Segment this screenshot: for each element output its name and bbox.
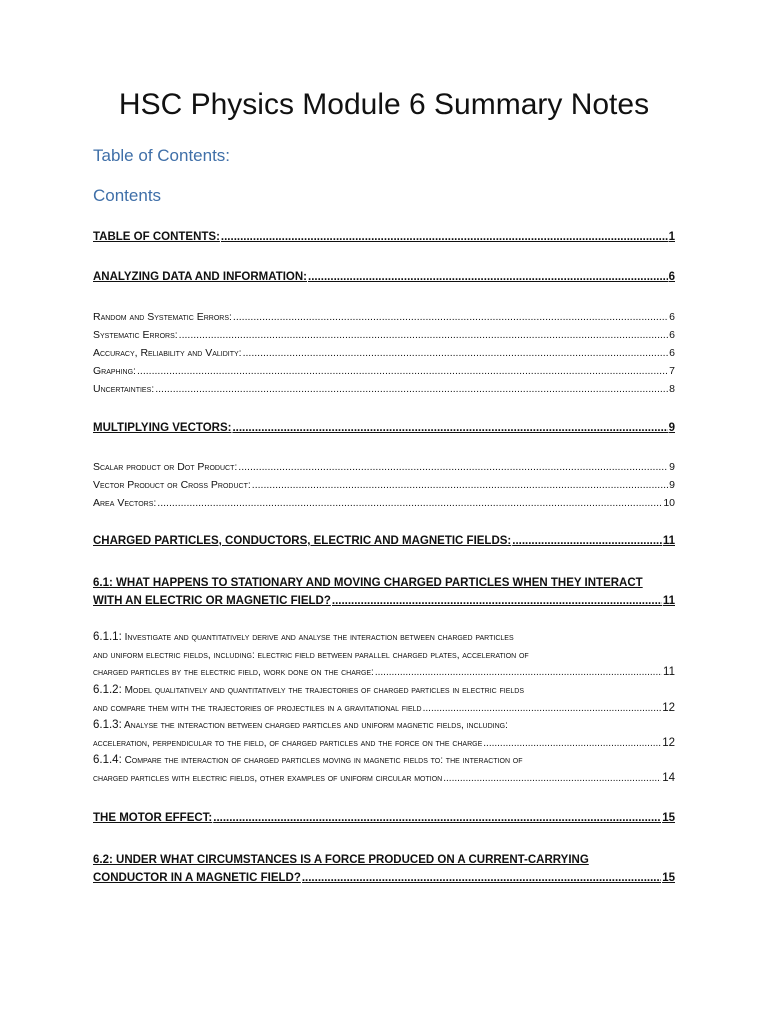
toc-entry-6-1-2[interactable]: 6.1.2: Model qualitatively and quantitatively the trajectories of charged particles in electric fields and compare them with the trajectories of projectiles in a gravitational field ..... 12 <box>93 682 675 717</box>
toc-entry-6-1-1[interactable]: 6.1.1: Investigate and quantitatively derive and analyse the interaction between charged particles and uniform electric fields, including: electric field between parallel charged plates, acceleration of charged particles by the electric field, work done on the charge: ..... 11 <box>93 629 675 682</box>
toc-entry-multiplying-vectors[interactable]: MULTIPLYING VECTORS: ..... 9 <box>93 422 675 434</box>
document-title: HSC Physics Module 6 Summary Notes <box>118 88 650 121</box>
toc-entry-systematic-errors[interactable]: Systematic Errors: ..... 6 <box>93 329 675 341</box>
toc-entry-graphing[interactable]: Graphing: ..... 7 <box>93 365 675 377</box>
toc-entry-cross-product[interactable]: Vector Product or Cross Product: ..... 9 <box>93 479 675 491</box>
toc-entry-area-vectors[interactable]: Area Vectors: ..... 10 <box>93 497 675 509</box>
toc-entry-motor-effect[interactable]: THE MOTOR EFFECT: ..... 15 <box>93 812 675 824</box>
toc-entry-dot-product[interactable]: Scalar product or Dot Product: ..... 9 <box>93 461 675 473</box>
toc-entry-uncertainties[interactable]: Uncertainties: ..... 8 <box>93 383 675 395</box>
toc-entry-6-1-3[interactable]: 6.1.3: Analyse the interaction between charged particles and uniform magnetic fields, including: acceleration, perpendicular to the field, of charged particles and the force on the charge ..... 12 <box>93 717 675 752</box>
toc-entry-accuracy-reliability[interactable]: Accuracy, Reliability and Validity: ..... 6 <box>93 347 675 359</box>
toc-entry-6-1-4[interactable]: 6.1.4: Compare the interaction of charged particles moving in magnetic fields to: the interaction of charged particles with electric fields, other examples of uniform circular motion ..... 14 <box>93 752 675 787</box>
toc-entry-analyzing-data[interactable]: ANALYZING DATA AND INFORMATION: ..... 6 <box>93 271 675 283</box>
toc-heading: Table of Contents: <box>93 146 231 165</box>
toc-entry-table-of-contents[interactable]: TABLE OF CONTENTS: ..... 1 <box>93 231 675 243</box>
toc-entry-6-1[interactable]: 6.1: WHAT HAPPENS TO STATIONARY AND MOVING CHARGED PARTICLES WHEN THEY INTERACT WITH AN ELECTRIC OR MAGNETIC FIELD? ..... 11 <box>93 574 675 610</box>
toc-entry-random-systematic-errors[interactable]: Random and Systematic Errors: ..... 6 <box>93 311 675 323</box>
toc-entry-6-2[interactable]: 6.2: UNDER WHAT CIRCUMSTANCES IS A FORCE PRODUCED ON A CURRENT-CARRYING CONDUCTOR IN A MAGNETIC FIELD? ..... 15 <box>93 851 675 887</box>
toc-entry-charged-particles[interactable]: CHARGED PARTICLES, CONDUCTORS, ELECTRIC AND MAGNETIC FIELDS: ..... 11 <box>93 535 675 547</box>
contents-heading: Contents <box>93 186 162 205</box>
